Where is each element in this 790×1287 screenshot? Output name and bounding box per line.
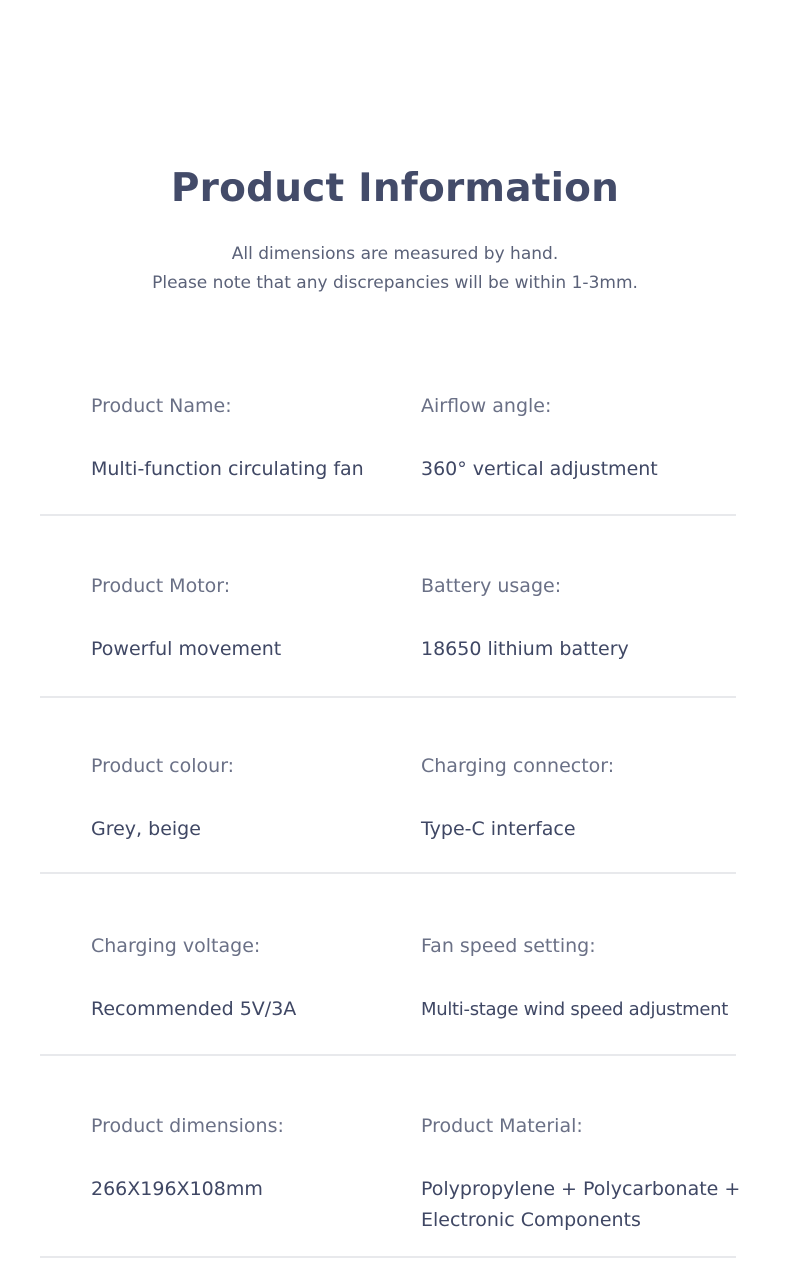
spec-row-3 <box>40 754 736 874</box>
spec-value: 266X196X108mm <box>91 1178 263 1200</box>
spec-label: Product dimensions: <box>91 1115 284 1137</box>
spec-value: 18650 lithium battery <box>421 638 629 660</box>
spec-value: Grey, beige <box>91 818 201 840</box>
spec-cell-charging-connector <box>421 754 790 845</box>
spec-label: Airflow angle: <box>421 395 552 417</box>
spec-value: Polypropylene + Polycarbonate + Electronic Components <box>421 1178 741 1231</box>
spec-row-1 <box>40 394 736 516</box>
spec-label: Product Name: <box>91 395 232 417</box>
spec-row-4 <box>40 934 736 1056</box>
spec-value: 360° vertical adjustment <box>421 458 658 480</box>
spec-value: Type-C interface <box>421 818 576 840</box>
spec-cell-product-motor <box>91 574 411 665</box>
spec-label: Fan speed setting: <box>421 935 596 957</box>
spec-cell-charging-voltage <box>91 934 411 1025</box>
spec-label: Battery usage: <box>421 575 562 597</box>
spec-label: Product colour: <box>91 755 235 777</box>
spec-cell-battery-usage <box>421 574 790 665</box>
subtitle-line-2: Please note that any discrepancies will be within 1-3mm. <box>152 273 638 293</box>
spec-cell-airflow-angle <box>421 394 790 485</box>
spec-value: Recommended 5V/3A <box>91 998 297 1020</box>
spec-cell-product-colour <box>91 754 411 845</box>
spec-label: Product Motor: <box>91 575 231 597</box>
spec-cell-fan-speed-setting <box>421 934 790 1025</box>
spec-row-5 <box>40 1114 741 1258</box>
spec-label: Product Material: <box>421 1115 583 1137</box>
spec-row-2 <box>40 574 736 698</box>
spec-value: Powerful movement <box>91 638 282 660</box>
spec-label: Charging connector: <box>421 755 615 777</box>
spec-cell-product-material <box>421 1114 781 1236</box>
page-title: Product Information <box>170 166 620 211</box>
spec-value: Multi-stage wind speed adjustment <box>421 999 729 1020</box>
spec-label: Charging voltage: <box>91 935 261 957</box>
spec-cell-product-name <box>91 394 411 485</box>
subtitle-line-1: All dimensions are measured by hand. <box>231 244 559 264</box>
spec-value: Multi-function circulating fan <box>91 458 364 480</box>
spec-cell-product-dimensions <box>91 1114 411 1205</box>
